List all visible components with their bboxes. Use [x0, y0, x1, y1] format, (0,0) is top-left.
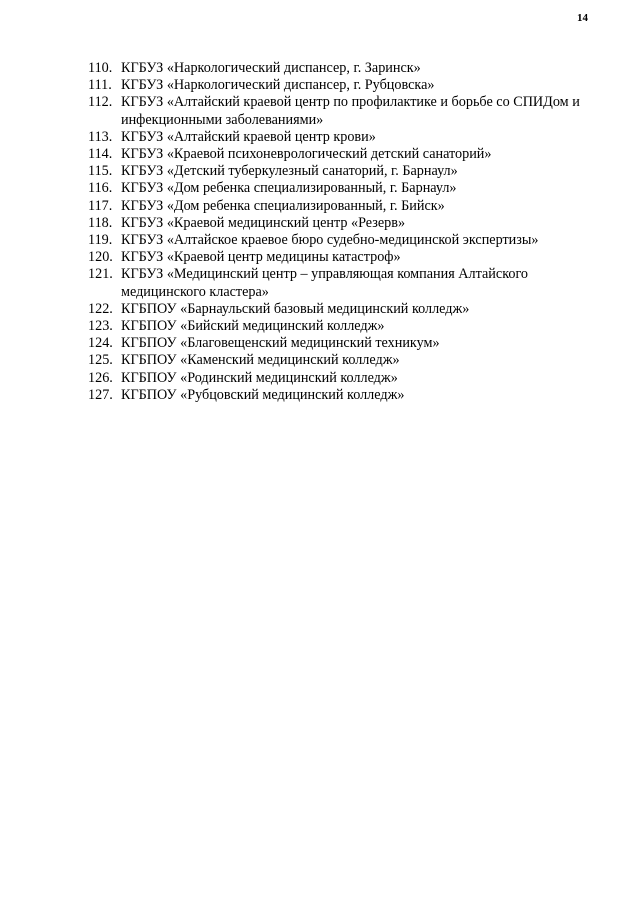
- item-text: КГБПОУ «Родинский медицинский колледж»: [121, 369, 398, 386]
- item-number: 117.: [88, 197, 113, 214]
- item-text: КГБПОУ «Благовещенский медицинский техникум»: [121, 335, 440, 352]
- institution-list: [88, 60, 588, 404]
- item-text: КГБУЗ «Медицинский центр – управляющая компания Алтайского медицинского кластера»: [121, 266, 529, 300]
- list-item: [88, 266, 588, 300]
- item-text: КГБУЗ «Дом ребенка специализированный, г. Бийск»: [121, 197, 445, 214]
- item-number: 111.: [88, 77, 112, 94]
- item-text: КГБУЗ «Краевой медицинский центр «Резерв»: [121, 214, 406, 231]
- item-number: 114.: [88, 146, 113, 163]
- item-text: КГБУЗ «Алтайское краевое бюро судебно-медицинской экспертизы»: [121, 232, 539, 249]
- item-text: КГБУЗ «Алтайский краевой центр по профилактике и борьбе со СПИДом и инфекционными заболеваниями»: [121, 94, 580, 128]
- item-text: КГБПОУ «Рубцовский медицинский колледж»: [121, 386, 405, 403]
- list-item: [88, 318, 588, 335]
- list-item: [88, 180, 588, 197]
- item-text: КГБПОУ «Бийский медицинский колледж»: [121, 318, 385, 335]
- item-number: 123.: [88, 318, 113, 335]
- list-item: [88, 387, 588, 404]
- list-item: [88, 60, 588, 77]
- list-item: [88, 249, 588, 266]
- item-number: 119.: [88, 232, 113, 249]
- item-number: 122.: [88, 300, 113, 317]
- item-text: КГБПОУ «Каменский медицинский колледж»: [121, 352, 400, 369]
- list-item: [88, 77, 588, 94]
- item-number: 120.: [88, 249, 113, 266]
- item-text: КГБУЗ «Наркологический диспансер, г. Рубцовска»: [121, 77, 435, 94]
- item-number: 125.: [88, 352, 113, 369]
- item-text: КГБУЗ «Наркологический диспансер, г. Заринск»: [121, 60, 421, 76]
- list-item: [88, 352, 588, 369]
- list-item: [88, 146, 588, 163]
- list-item: [88, 232, 588, 249]
- item-text: КГБУЗ «Краевой психоневрологический детский санаторий»: [121, 146, 492, 163]
- list-item: [88, 370, 588, 387]
- item-number: 116.: [88, 180, 113, 197]
- item-number: 115.: [88, 163, 113, 180]
- page-number: 14: [577, 12, 588, 24]
- list-item: [88, 335, 588, 352]
- item-number: 126.: [88, 369, 113, 386]
- item-text: КГБУЗ «Дом ребенка специализированный, г. Барнаул»: [121, 180, 457, 197]
- list-item: [88, 198, 588, 215]
- item-text: КГБУЗ «Детский туберкулезный санаторий, г. Барнаул»: [121, 163, 458, 180]
- list-item: [88, 129, 588, 146]
- list-item: [88, 215, 588, 232]
- item-text: КГБУЗ «Краевой центр медицины катастроф»: [121, 249, 401, 266]
- list-item: [88, 163, 588, 180]
- item-number: 112.: [88, 94, 113, 111]
- item-number: 127.: [88, 386, 113, 403]
- item-number: 118.: [88, 214, 113, 231]
- item-number: 110.: [88, 60, 113, 76]
- item-number: 113.: [88, 128, 113, 145]
- list-item: [88, 94, 588, 128]
- item-text: КГБПОУ «Барнаульский базовый медицинский колледж»: [121, 300, 470, 317]
- item-number: 121.: [88, 266, 113, 283]
- item-text: КГБУЗ «Алтайский краевой центр крови»: [121, 128, 376, 145]
- item-number: 124.: [88, 335, 113, 352]
- list-item: [88, 301, 588, 318]
